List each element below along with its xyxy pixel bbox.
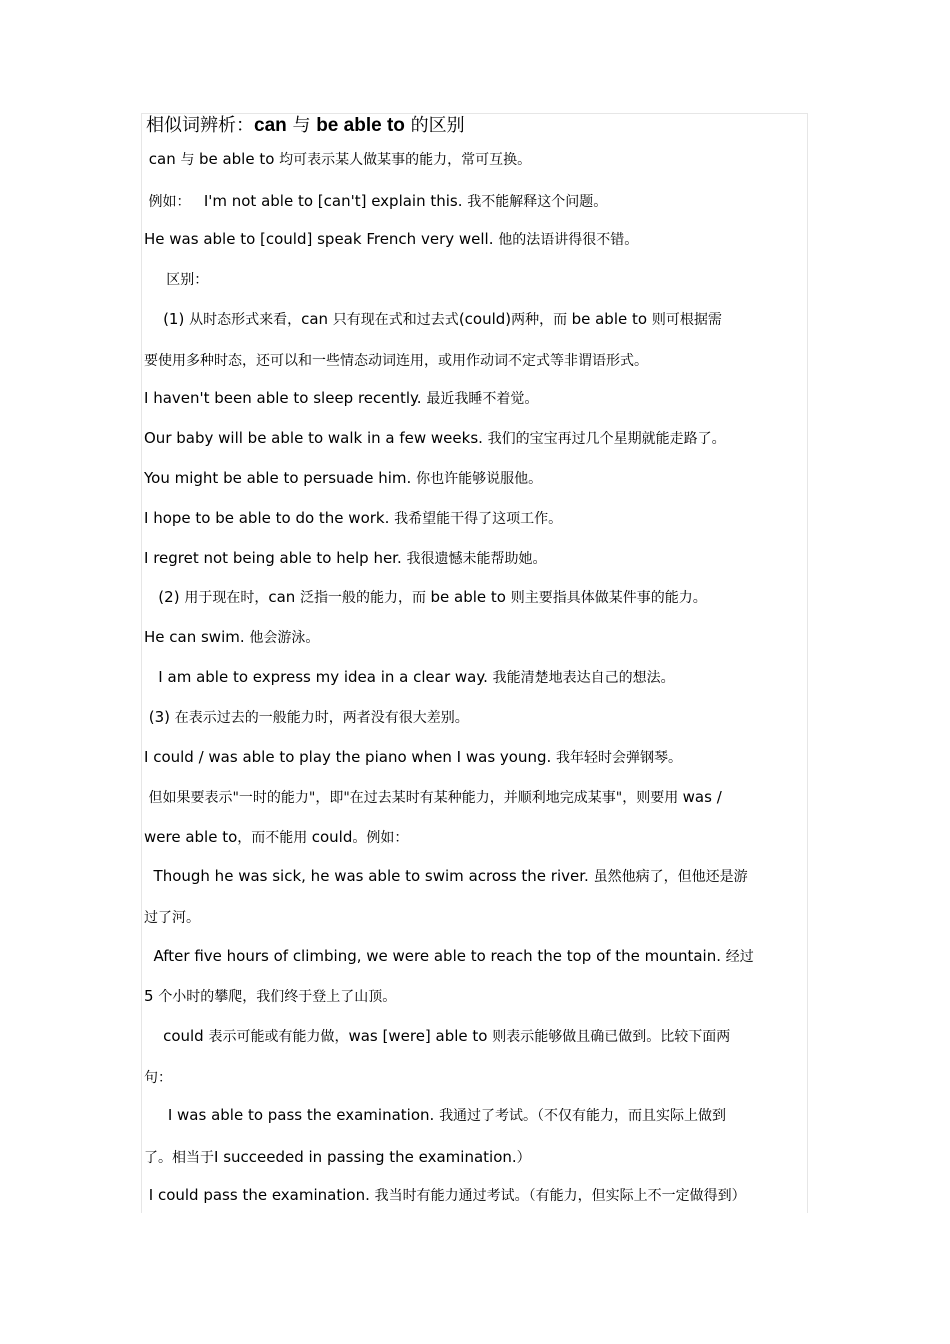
text-line xyxy=(144,192,808,211)
chinese-text: 。例如： xyxy=(352,830,409,846)
english-text: (could) xyxy=(458,310,512,328)
chinese-text: 最近我睡不着觉。 xyxy=(426,391,539,407)
chinese-text: 则表示能够做且确已做到。比较下面两 xyxy=(492,1029,731,1045)
chinese-text: 区别： xyxy=(144,272,209,288)
english-text: can xyxy=(268,588,301,606)
text-line xyxy=(144,310,808,329)
text-line xyxy=(144,867,808,886)
chinese-text: 要使用多种时态，还可以和一些情态动词连用，或用作动词不定式等非谓语形式。 xyxy=(144,353,648,369)
text-line xyxy=(144,908,808,927)
title-prefix: 相似词辨析： xyxy=(146,115,254,136)
text-line xyxy=(144,469,808,488)
page-title xyxy=(146,115,465,137)
english-text: can xyxy=(301,310,333,328)
english-text: 5 xyxy=(144,987,159,1005)
text-line xyxy=(144,668,808,687)
english-text: be able to xyxy=(430,588,511,606)
chinese-text: 我当时有能力通过考试。（有能力，但实际上不一定做得到） xyxy=(374,1188,746,1204)
english-text: be able to xyxy=(571,310,652,328)
text-line xyxy=(144,1186,808,1205)
english-text: I was able to pass the examination. xyxy=(144,1106,440,1124)
text-line xyxy=(144,1148,808,1167)
chinese-text: 在表示过去的一般能力时，两者没有很大差别。 xyxy=(174,710,469,726)
text-line xyxy=(144,588,808,607)
text-line xyxy=(144,270,808,289)
chinese-text: 我希望能干得了这项工作。 xyxy=(394,511,563,527)
text-line xyxy=(144,1106,808,1125)
chinese-text: 他的法语讲得很不错。 xyxy=(498,232,639,248)
chinese-text: 我能清楚地表达自己的想法。 xyxy=(492,670,675,686)
chinese-text: 你也许能够说服他。 xyxy=(416,471,543,487)
chinese-text: 我们的宝宝再过几个星期就能走路了。 xyxy=(487,431,726,447)
english-text: Our baby will be able to walk in a few weeks. xyxy=(144,429,488,447)
english-text: (3) xyxy=(144,708,175,726)
title-suffix: 的区别 xyxy=(404,115,465,136)
chinese-text: ） xyxy=(516,1150,531,1166)
chinese-text: 过了河。 xyxy=(144,910,200,926)
chinese-text: 但如果要表示"一时的能力"，即"在过去某时有某种能力，并顺利地完成某事"，则要用 xyxy=(144,790,683,806)
chinese-text: 则可根据需 xyxy=(651,312,722,328)
english-text: I am able to express my idea in a clear way. xyxy=(144,668,493,686)
english-text: Though he was sick, he was able to swim across the river. xyxy=(144,867,594,885)
chinese-text: 只有现在式和过去式 xyxy=(332,312,459,328)
english-text: (1) xyxy=(144,310,190,328)
text-line xyxy=(144,150,808,169)
chinese-text: 均可表示某人做某事的能力，常可互换。 xyxy=(279,152,532,168)
english-text: could xyxy=(144,1027,209,1045)
english-text: I succeeded in passing the examination. xyxy=(214,1148,517,1166)
english-text: can xyxy=(144,150,181,168)
english-text: I'm not able to [can't] explain this. xyxy=(203,192,468,210)
text-line xyxy=(144,788,808,807)
chinese-text: 例如： xyxy=(144,194,204,210)
text-line xyxy=(144,828,808,847)
chinese-text: 与 xyxy=(180,152,199,168)
chinese-text: 我很遗憾未能帮助她。 xyxy=(406,551,547,567)
text-line xyxy=(144,987,808,1006)
text-line xyxy=(144,351,808,370)
chinese-text: 个小时的攀爬，我们终于登上了山顶。 xyxy=(158,989,397,1005)
english-text: He was able to [could] speak French very well. xyxy=(144,230,499,248)
text-line xyxy=(144,549,808,568)
chinese-text: 经过 xyxy=(725,949,754,965)
english-text: be able to xyxy=(198,150,280,168)
chinese-text: 我年轻时会弹钢琴。 xyxy=(556,750,683,766)
text-line xyxy=(144,628,808,647)
english-text: was [were] able to xyxy=(348,1027,493,1045)
chinese-text: 则主要指具体做某件事的能力。 xyxy=(510,590,707,606)
chinese-text: ，而不能用 xyxy=(237,830,312,846)
chinese-text: 句： xyxy=(144,1070,172,1086)
english-text: I regret not being able to help her. xyxy=(144,549,407,567)
english-text: After five hours of climbing, we were able to reach the top of the mountain. xyxy=(144,947,726,965)
english-text: were able to xyxy=(144,828,238,846)
chinese-text: 泛指一般的能力，而 xyxy=(300,590,431,606)
chinese-text: 他会游泳。 xyxy=(249,630,320,646)
text-line xyxy=(144,230,808,249)
english-text: (2) xyxy=(144,588,185,606)
title-word-can: can xyxy=(254,115,287,136)
text-line xyxy=(144,947,808,966)
title-word-be-able-to: be able to xyxy=(316,115,405,136)
chinese-text: 了。相当于 xyxy=(144,1150,214,1166)
title-mid: 与 xyxy=(286,115,317,136)
chinese-text: 从时态形式来看， xyxy=(189,312,302,328)
english-text: He can swim. xyxy=(144,628,250,646)
text-line xyxy=(144,509,808,528)
chinese-text: 我通过了考试。（不仅有能力，而且实际上做到 xyxy=(439,1108,727,1124)
english-text: I haven't been able to sleep recently. xyxy=(144,389,427,407)
text-line xyxy=(144,748,808,767)
chinese-text: 我不能解释这个问题。 xyxy=(467,194,608,210)
english-text: could xyxy=(311,828,353,846)
english-text: I hope to be able to do the work. xyxy=(144,509,395,527)
english-text: I could pass the examination. xyxy=(144,1186,375,1204)
chinese-text: 虽然他病了，但他还是游 xyxy=(593,869,748,885)
chinese-text: 用于现在时， xyxy=(184,590,269,606)
english-text: was / xyxy=(682,788,722,806)
text-line xyxy=(144,429,808,448)
text-line xyxy=(144,1068,808,1087)
english-text: I could / was able to play the piano when I was young. xyxy=(144,748,557,766)
text-line xyxy=(144,389,808,408)
english-text: You might be able to persuade him. xyxy=(144,469,417,487)
text-line xyxy=(144,708,808,727)
chinese-text: 两种，而 xyxy=(511,312,572,328)
text-line xyxy=(144,1027,808,1046)
chinese-text: 表示可能或有能力做， xyxy=(208,1029,349,1045)
